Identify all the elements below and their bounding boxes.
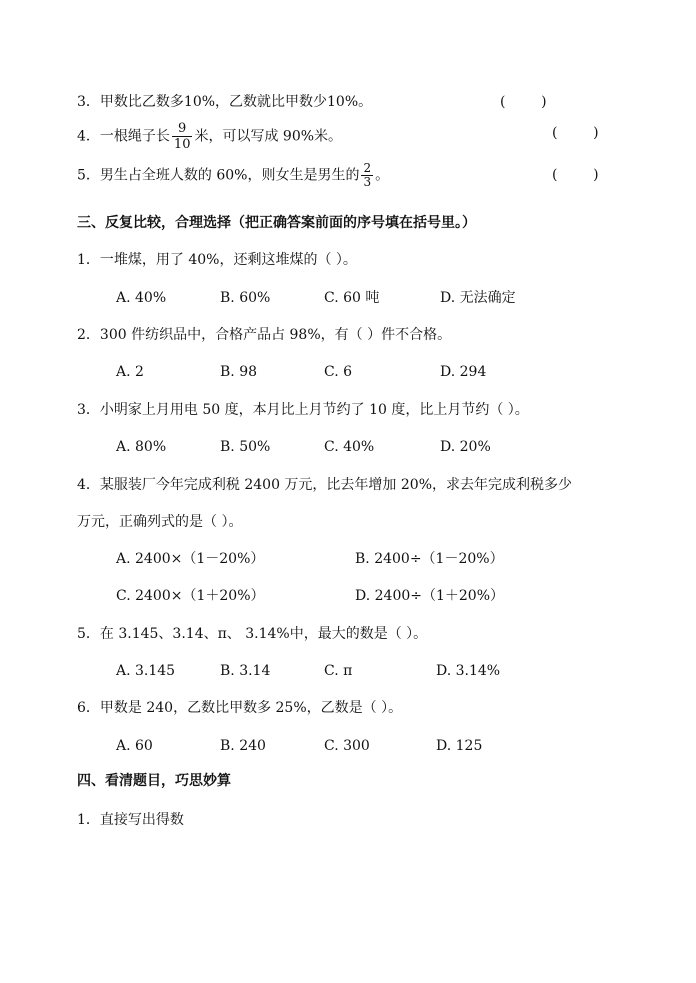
section-3-title: 三、反复比较，合理选择（把正确答案前面的序号填在括号里。） bbox=[77, 215, 476, 231]
option-a[interactable]: A. 80% bbox=[116, 439, 167, 455]
option-a[interactable]: A. 3.145 bbox=[116, 663, 176, 679]
section-4-title: 四、看清题目，巧思妙算 bbox=[77, 773, 231, 789]
option-b[interactable]: B. 2400÷（1－20%） bbox=[355, 551, 504, 567]
choice-question-4: 4．某服装厂今年完成利税 2400 万元，比去年增加 20%，求去年完成利税多少 bbox=[77, 477, 573, 493]
option-b[interactable]: B. 3.14 bbox=[220, 663, 271, 679]
option-d[interactable]: D. 294 bbox=[440, 364, 487, 380]
choice-question-4-continued: 万元，正确列式的是（ ）。 bbox=[77, 514, 243, 530]
option-c[interactable]: C. 40% bbox=[324, 439, 375, 455]
choice-question-6: 6．甲数是 240，乙数比甲数多 25%，乙数是（ ）。 bbox=[77, 700, 403, 716]
option-c[interactable]: C. 300 bbox=[324, 738, 370, 754]
option-d[interactable]: D. 2400÷（1＋20%） bbox=[355, 588, 505, 604]
option-b[interactable]: B. 60% bbox=[220, 290, 271, 306]
fraction-2-3 bbox=[361, 162, 373, 189]
fraction-denominator: 3 bbox=[363, 175, 372, 189]
judge-question-3 bbox=[77, 92, 372, 112]
option-c[interactable]: C. 6 bbox=[324, 364, 353, 380]
option-a[interactable]: A. 2 bbox=[116, 364, 144, 380]
choice-question-2: 2．300 件纺织品中，合格产品占 98%，有（ ）件不合格。 bbox=[77, 327, 452, 343]
fraction-denominator: 10 bbox=[173, 137, 191, 152]
fraction-9-10 bbox=[172, 121, 193, 152]
judge-answer-paren-5[interactable]: ( ) bbox=[552, 167, 599, 183]
fraction-numerator: 2 bbox=[363, 161, 372, 175]
option-a[interactable]: A. 60 bbox=[116, 738, 153, 754]
section-4-subtitle-1: 1．直接写出得数 bbox=[77, 812, 184, 828]
judge-answer-paren-4[interactable]: ( ) bbox=[552, 125, 599, 141]
option-a[interactable]: A. 40% bbox=[116, 290, 167, 306]
choice-question-5: 5．在 3.145、3.14、π、 3.14%中，最大的数是（ ）。 bbox=[77, 626, 428, 642]
judge-question-3-text: 3．甲数比乙数多10%，乙数就比甲数少10%。 bbox=[77, 94, 373, 110]
option-a[interactable]: A. 2400×（1－20%） bbox=[116, 551, 265, 567]
option-b[interactable]: B. 50% bbox=[220, 439, 271, 455]
option-b[interactable]: B. 98 bbox=[220, 364, 258, 380]
option-d[interactable]: D. 无法确定 bbox=[440, 290, 516, 306]
option-b[interactable]: B. 240 bbox=[220, 738, 266, 754]
judge-question-5-prefix: 5．男生占全班人数的 60%，则女生是男生的 bbox=[77, 167, 360, 184]
judge-question-4-suffix: 米，可以写成 90%米。 bbox=[194, 128, 343, 145]
option-c[interactable]: C. 2400×（1＋20%） bbox=[116, 588, 265, 604]
judge-question-5-suffix: 。 bbox=[375, 167, 390, 184]
judge-question-5 bbox=[77, 162, 389, 189]
option-d[interactable]: D. 20% bbox=[440, 439, 491, 455]
option-c[interactable]: C. π bbox=[324, 663, 353, 679]
fraction-numerator: 9 bbox=[178, 121, 187, 136]
judge-question-4-prefix: 4．一根绳子长 bbox=[77, 128, 170, 145]
choice-question-3: 3．小明家上月用电 50 度，本月比上月节约了 10 度，比上月节约（ ）。 bbox=[77, 402, 529, 418]
judge-question-4 bbox=[77, 121, 342, 152]
choice-question-1: 1．一堆煤，用了 40%，还剩这堆煤的（ ）。 bbox=[77, 252, 357, 268]
option-c[interactable]: C. 60 吨 bbox=[324, 290, 380, 306]
judge-answer-paren-3[interactable]: ( ) bbox=[500, 94, 547, 110]
option-d[interactable]: D. 125 bbox=[436, 738, 483, 754]
option-d[interactable]: D. 3.14% bbox=[436, 663, 501, 679]
